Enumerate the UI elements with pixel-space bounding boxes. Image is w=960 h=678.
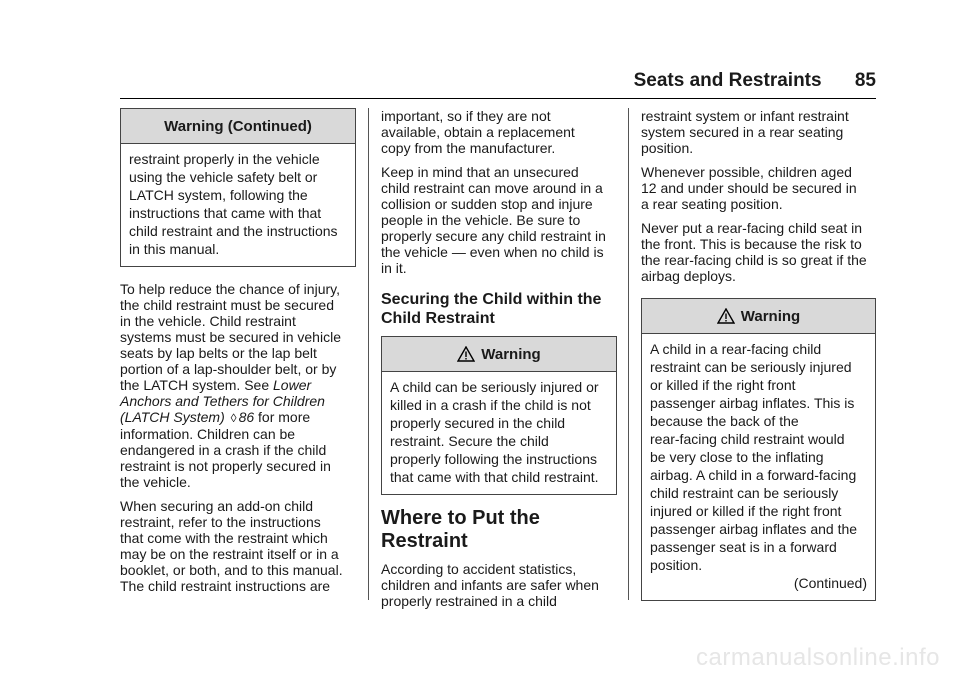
heading-line: Where to Put the (381, 507, 540, 529)
text-line: children and infants are safer when (381, 577, 599, 593)
text-line: collision or sudden stop and injure (381, 196, 593, 212)
text-line: systems must be secured in vehicle (120, 329, 341, 345)
warning-title: Warning (740, 308, 801, 325)
warning-line: be very close to the inflating (650, 449, 824, 465)
column-divider (628, 108, 629, 600)
text-line: endangered in a crash if the child (120, 442, 327, 458)
warning-line: injured or killed if the right front (650, 503, 842, 519)
warning-box (381, 336, 617, 495)
paragraph (381, 561, 617, 609)
text-line: the vehicle — even when no child is (381, 244, 604, 260)
section-heading-large (381, 507, 617, 553)
text-line: booklet, or both, and to this manual. (120, 562, 343, 578)
section-heading (381, 290, 617, 328)
warning-line: instructions that came with that (129, 205, 322, 221)
warning-line: child restraint and the instructions (129, 223, 338, 239)
warning-line: rear-facing child restraint would (650, 431, 845, 447)
text-line: the child restraint must be secured (120, 297, 334, 313)
warning-line: restraint can be seriously injured (650, 359, 852, 375)
watermark: carmanualsonline.info (696, 644, 940, 671)
text-line: copy from the manufacturer. (381, 140, 556, 156)
continued-label: (Continued) (793, 575, 867, 591)
heading-line: Restraint (381, 530, 468, 552)
section-title: Seats and Restraints (633, 70, 822, 91)
text-line: position. (641, 140, 694, 156)
warning-continued-box (120, 108, 356, 267)
paragraph (120, 498, 356, 594)
paragraph (641, 164, 876, 212)
warning-line: A child in a rear-facing child (650, 341, 822, 357)
warning-line: restraint. Secure the child (390, 433, 549, 449)
text-line: properly secure any child restraint in (381, 228, 606, 244)
text-line: portion of a lap-shoulder belt, or by (120, 361, 337, 377)
paragraph (381, 164, 617, 276)
page-reference-number[interactable]: 86 (238, 409, 255, 425)
text-line: According to accident statistics, (381, 561, 577, 577)
text-line: a rear seating position. (641, 196, 783, 212)
text-line: important, so if they are not (381, 108, 551, 124)
text-line: child restraint can move around in a (381, 180, 603, 196)
paragraph (641, 220, 876, 284)
text-line: the vehicle. (120, 474, 191, 490)
text-line: in the vehicle. Child restraint (120, 313, 296, 329)
text-line: the rear-facing child is so great if the (641, 252, 867, 268)
warning-title: Warning (Continued) (121, 109, 355, 144)
text-line: may be on the restraint itself or in a (120, 546, 339, 562)
text-line: in it. (381, 260, 407, 276)
page-number: 85 (854, 70, 876, 91)
text-line: for more (254, 409, 311, 425)
warning-line: A child can be seriously injured or (390, 379, 599, 395)
warning-line: or killed if the right front (650, 377, 796, 393)
text-line: Never put a rear-facing child seat in (641, 220, 862, 236)
text-line: restraint is not properly secured in (120, 458, 331, 474)
warning-line: killed in a crash if the child is not (390, 397, 591, 413)
text-line: available, obtain a replacement (381, 124, 575, 140)
warning-line: position. (650, 557, 703, 573)
text-line: Keep in mind that an unsecured (381, 164, 579, 180)
text-line: system secured in a rear seating (641, 124, 844, 140)
warning-line: airbag. A child in a forward-facing (650, 467, 857, 483)
paragraph (641, 108, 876, 156)
text-line: properly restrained in a child (381, 593, 557, 609)
text-line: restraint system or infant restraint (641, 108, 849, 124)
warning-box (641, 298, 876, 601)
column-3 (641, 108, 876, 609)
column-divider (368, 108, 369, 600)
text-line: the front. This is because the risk to (641, 236, 862, 252)
warning-body (382, 372, 616, 494)
warning-line: LATCH system, following the (129, 187, 308, 203)
heading-line: Securing the Child within the (381, 291, 602, 308)
text-line: The child restraint instructions are (120, 578, 331, 594)
cross-reference-link[interactable]: (LATCH System) (120, 409, 225, 425)
text-line: airbag deploys. (641, 268, 736, 284)
warning-triangle-icon (717, 308, 735, 324)
paragraph (381, 108, 617, 156)
warning-line: that came with that child restraint. (390, 469, 599, 485)
warning-header (382, 337, 616, 372)
text-line: seats by lap belts or the lap belt (120, 345, 317, 361)
warning-line: because the back of the (650, 413, 799, 429)
page-header (634, 70, 876, 92)
column-1 (120, 108, 356, 602)
warning-title: Warning (481, 346, 541, 363)
column-2 (381, 108, 617, 617)
warning-body (121, 144, 355, 266)
warning-line: using the vehicle safety belt or (129, 169, 318, 185)
warning-line: passenger airbag inflates. This is (650, 395, 855, 411)
warning-triangle-icon (457, 346, 475, 362)
warning-line: passenger airbag inflates and the (650, 521, 858, 537)
header-rule (120, 98, 876, 99)
warning-line: passenger seat is in a forward (650, 539, 837, 555)
text-line: people in the vehicle. Be sure to (381, 212, 581, 228)
text-line: the LATCH system. See (120, 377, 274, 393)
paragraph (120, 281, 356, 490)
text-line: When securing an add-on child (120, 498, 314, 514)
text-line: 12 and under should be secured in (641, 180, 857, 196)
warning-line: restraint properly in the vehicle (129, 151, 320, 167)
text-line: To help reduce the chance of injury, (120, 281, 340, 297)
warning-header (642, 299, 875, 334)
cross-reference-link[interactable]: Lower (273, 377, 312, 393)
warning-line: properly following the instructions (390, 451, 597, 467)
warning-line: child restraint can be seriously (650, 485, 839, 501)
text-line: restraint, refer to the instructions (120, 514, 321, 530)
heading-line: Child Restraint (381, 310, 495, 327)
warning-line: in this manual. (129, 241, 220, 257)
text-line: information. Children can be (120, 426, 296, 442)
text-line: Whenever possible, children aged (641, 164, 852, 180)
page-reference-arrow-icon: ◊ (230, 411, 237, 425)
warning-body (642, 334, 875, 600)
text-line: that come with the restraint which (120, 530, 328, 546)
warning-line: properly secured in the child (390, 415, 566, 431)
cross-reference-link[interactable]: Anchors and Tethers for Children (120, 393, 325, 409)
